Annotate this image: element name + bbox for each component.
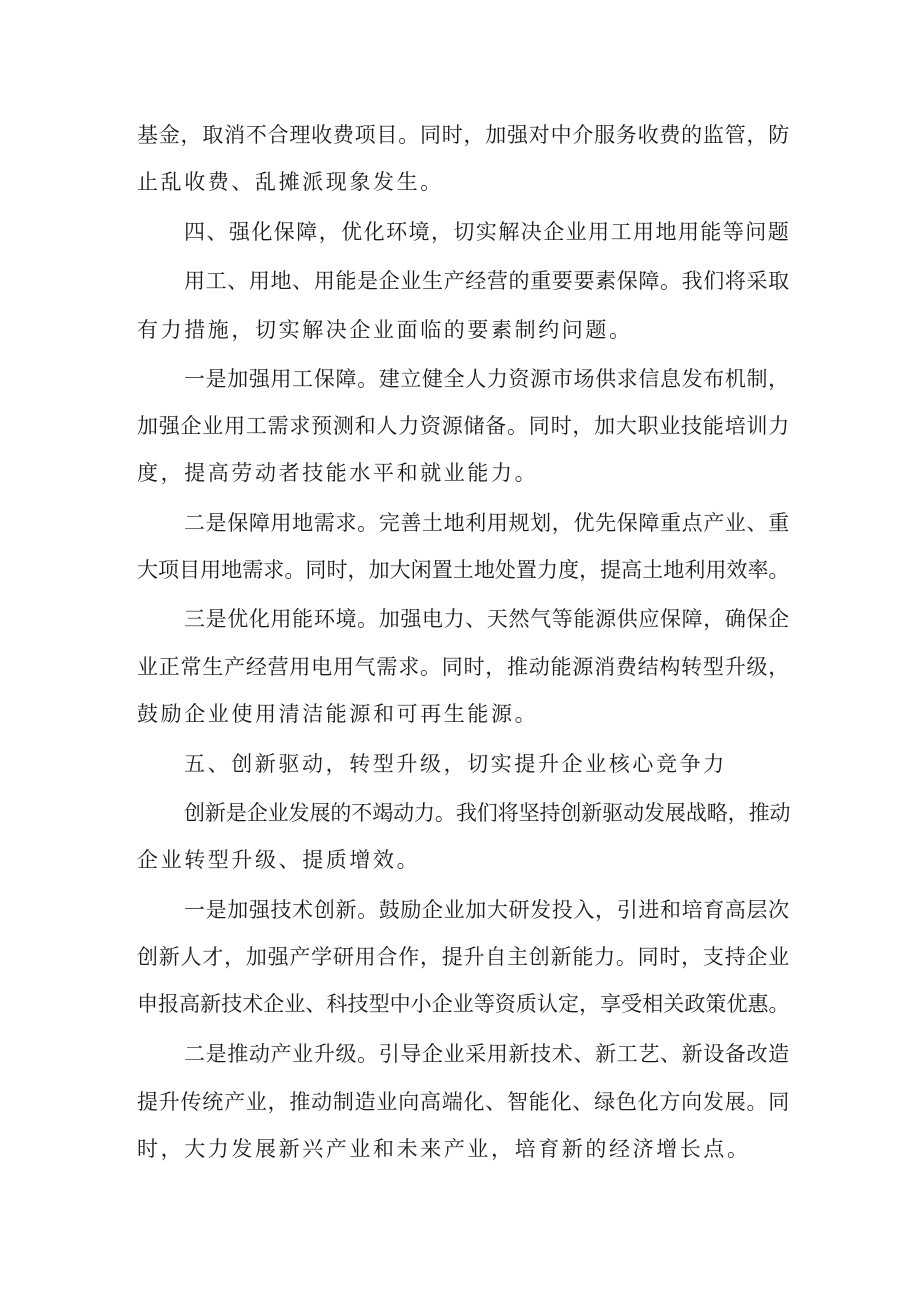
paragraph-line: 提升传统产业，推动制造业向高端化、智能化、绿色化方向发展。同 — [137, 1090, 790, 1114]
paragraph-line: 一是加强技术创新。鼓励企业加大研发投入，引进和培育高层次 — [184, 898, 790, 922]
paragraph-line: 度，提高劳动者技能水平和就业能力。 — [137, 461, 539, 485]
paragraph-line: 大项目用地需求。同时，加大闲置土地处置力度，提高土地利用效率。 — [137, 558, 790, 582]
paragraph-line: 有力措施，切实解决企业面临的要素制约问题。 — [137, 318, 633, 342]
paragraph-line: 企业转型升级、提质增效。 — [137, 848, 421, 872]
section-heading: 五、创新驱动，转型升级，切实提升企业核心竞争力 — [184, 752, 727, 776]
paragraph-line: 鼓励企业使用清洁能源和可再生能源。 — [137, 702, 539, 726]
paragraph-line: 基金，取消不合理收费项目。同时，加强对中介服务收费的监管，防 — [137, 123, 790, 147]
paragraph-line: 止乱收费、乱摊派现象发生。 — [137, 170, 444, 194]
paragraph-line: 用工、用地、用能是企业生产经营的重要要素保障。我们将采取 — [184, 269, 790, 293]
paragraph-line: 三是优化用能环境。加强电力、天然气等能源供应保障，确保企 — [184, 607, 790, 631]
paragraph-line: 时，大力发展新兴产业和未来产业，培育新的经济增长点。 — [137, 1137, 751, 1161]
paragraph-line: 创新是企业发展的不竭动力。我们将坚持创新驱动发展战略，推动 — [184, 801, 791, 825]
paragraph-line: 创新人才，加强产学研用合作，提升自主创新能力。同时，支持企业 — [137, 945, 790, 969]
paragraph-line: 二是推动产业升级。引导企业采用新技术、新工艺、新设备改造 — [184, 1042, 790, 1066]
paragraph-line: 申报高新技术企业、科技型中小企业等资质认定，享受相关政策优惠。 — [137, 992, 790, 1016]
section-heading: 四、强化保障，优化环境，切实解决企业用工用地用能等问题 — [184, 220, 791, 244]
paragraph-line: 二是保障用地需求。完善土地利用规划，优先保障重点产业、重 — [184, 511, 790, 535]
paragraph-line: 业正常生产经营用电用气需求。同时，推动能源消费结构转型升级， — [137, 655, 790, 679]
paragraph-line: 加强企业用工需求预测和人力资源储备。同时，加大职业技能培训力 — [137, 414, 790, 438]
paragraph-line: 一是加强用工保障。建立健全人力资源市场供求信息发布机制， — [184, 367, 790, 391]
